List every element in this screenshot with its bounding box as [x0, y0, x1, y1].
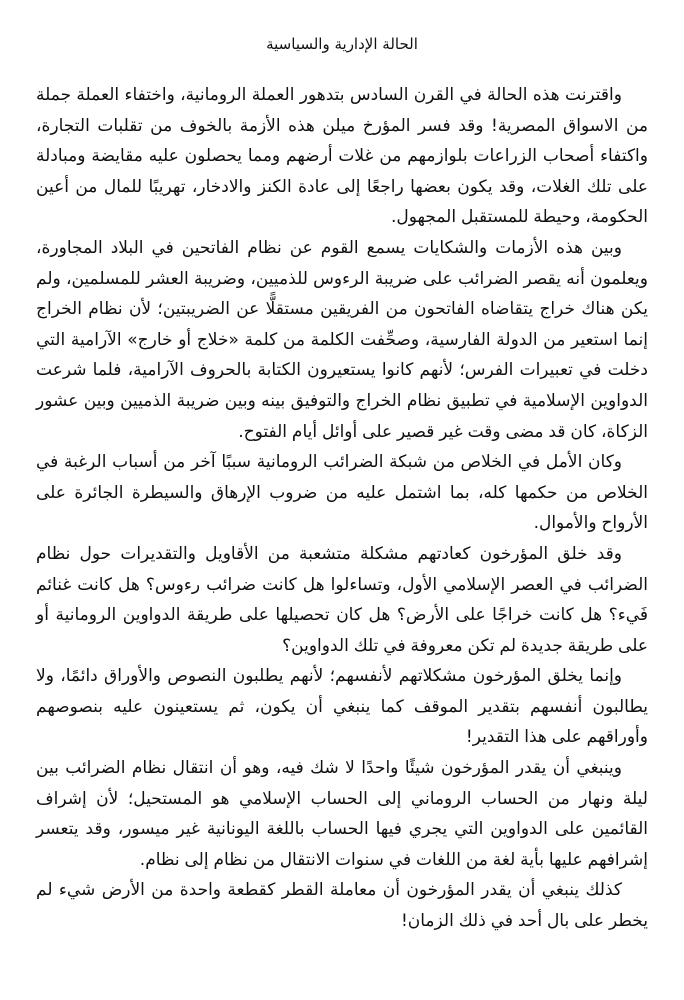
paragraph: واقترنت هذه الحالة في القرن السادس بتدهور العملة الرومانية، واختفاء العملة جملة من الاسواق المصرية! وقد فسر المؤرخ ميلن هذه الأزمة بالخوف من تقلبات التجارة، واكتفاء أصحاب الزراعات بلوازمهم من غلات أرضهم ومما يحصلون عليه مقايضة ومبادلة على تلك الغلات، وقد يكون بعضها راجعًا إلى عادة الكنز والادخار، تهريبًا للمال من أعين الحكومة، وحيطة للمستقبل المجهول. — [36, 85, 648, 228]
running-header: الحالة الإدارية والسياسية — [266, 35, 418, 53]
paragraph: وكان الأمل في الخلاص من شبكة الضرائب الرومانية سببًا آخر من أسباب الرغبة في الخلاص من حكمها كله، بما اشتمل عليه من ضروب الإرهاق والسيطرة الجائرة على الأرواح والأموال. — [36, 452, 648, 534]
paragraph: وبين هذه الأزمات والشكايات يسمع القوم عن نظام الفاتحين في البلاد المجاورة، ويعلمون أنه يقصر الضرائب على ضريبة الرءوس للذميين، وضريبة العشر للمسلمين، ولم يكن هناك خراج يتقاضاه الفاتحون من الفريقين مستقلًّا عن الضريبتين؛ لأن نظام الخراج إنما استعير من الدولة الفارسية، وصحِّفت الكلمة من كلمة «خلاج أو خارج» الآرامية التي دخلت في تعبيرات الفرس؛ لأنهم كانوا يستعيرون الكتابة بالحروف الآرامية، فلما شرعت الدواوين الإسلامية في تطبيق نظام الخراج والتوفيق بينه وبين ضريبة الذميين وبين عشور الزكاة، كان قد مضى وقت غير قصير على أوائل أيام الفتوح. — [36, 237, 648, 442]
paragraph: كذلك ينبغي أن يقدر المؤرخون أن معاملة القطر كقطعة واحدة من الأرض شيء لم يخطر على بال أحد في ذلك الزمان! — [36, 880, 648, 932]
paragraph: وقد خلق المؤرخون كعادتهم مشكلة متشعبة من الأقاويل والتقديرات حول نظام الضرائب في العصر الإسلامي الأول، وتساءلوا هل كانت ضرائب رءوس؟ هل كانت غنائم فَيء؟ هل كانت خراجًا على الأرض؟ هل كان تحصيلها على طريقة الدواوين الرومانية أو على طريقة جديدة لم تكن معروفة في تلك الدواوين؟ — [36, 543, 648, 656]
body-text — [36, 80, 648, 937]
paragraph: وينبغي أن يقدر المؤرخون شيئًا واحدًا لا شك فيه، وهو أن انتقال نظام الضرائب بين ليلة ونهار من الحساب الروماني إلى الحساب الإسلامي هو المستحيل؛ لأن إشراف القائمين على الدواوين التي يجري فيها الحساب باللغة اليونانية غير ميسور، وقد يتعسر إشرافهم عليها بأية لغة من اللغات في سنوات الانتقال من نظام إلى نظام. — [36, 758, 648, 870]
paragraph: وإنما يخلق المؤرخون مشكلاتهم لأنفسهم؛ لأنهم يطلبون النصوص والأوراق دائمًا، ولا يطالبون أنفسهم بتقدير الموقف كما ينبغي أن يكون، ثم يستعينون عليه بنصوصهم وأوراقهم على هذا التقدير! — [36, 666, 648, 748]
